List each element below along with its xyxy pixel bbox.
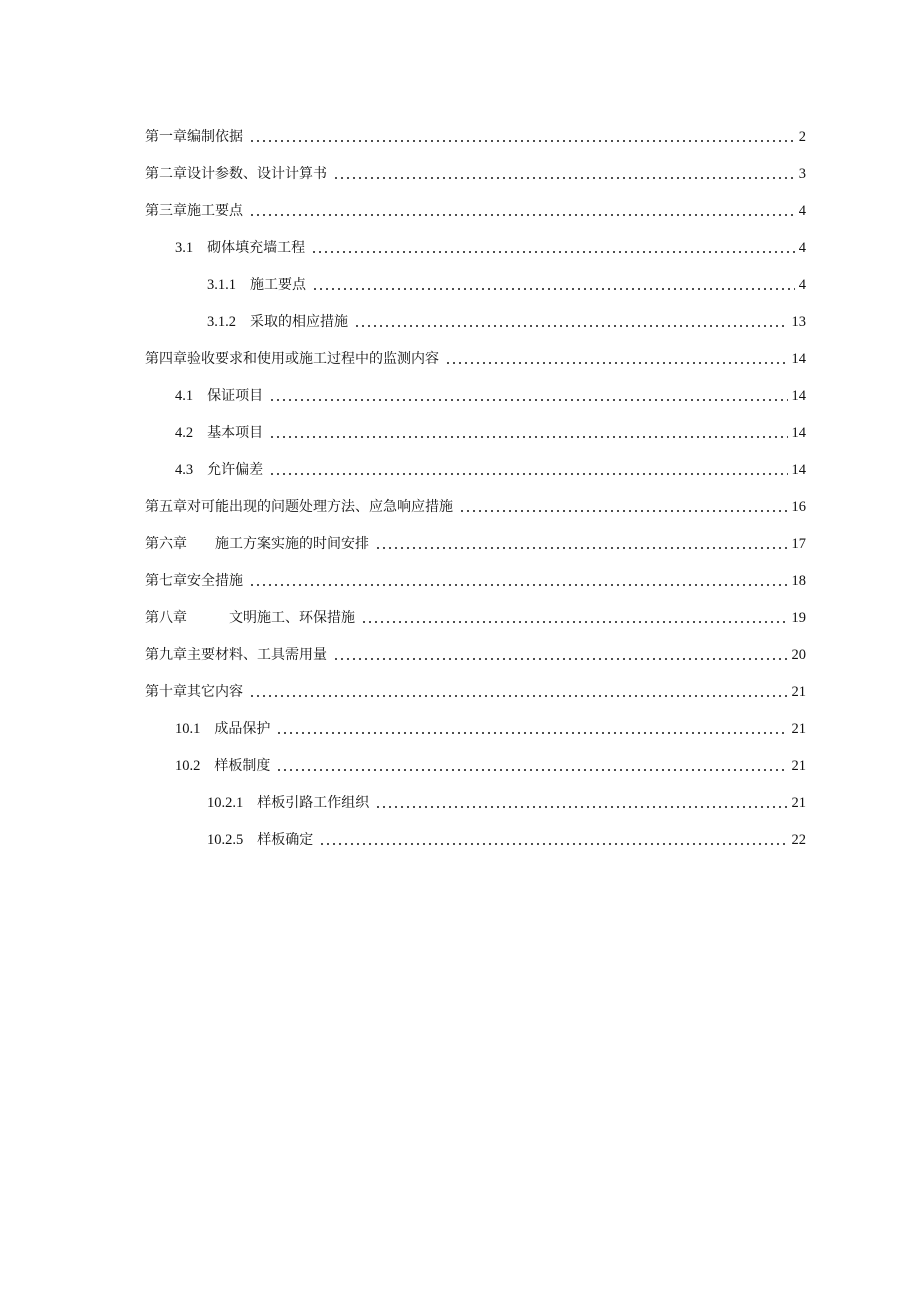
- toc-entry-page-number: 21: [791, 684, 806, 700]
- toc-entry[interactable]: [145, 124, 806, 146]
- toc-dot-leader: [269, 399, 787, 401]
- toc-entry-title: 第四章验收要求和使用或施工过程中的监测内容: [145, 351, 439, 367]
- toc-entry-page-number: 21: [791, 795, 806, 811]
- toc-entry-title: 允许偏差: [207, 462, 264, 478]
- toc-entry-page-number: 19: [791, 610, 806, 626]
- toc-entry-page-number: 2: [798, 129, 806, 145]
- toc-entry-page-number: 14: [791, 425, 806, 441]
- toc-dot-leader: [333, 658, 788, 660]
- toc-entry-page-number: 20: [791, 647, 806, 663]
- toc-entry[interactable]: [175, 457, 806, 479]
- toc-dot-leader: [249, 140, 795, 142]
- toc-dot-leader: [269, 473, 787, 475]
- toc-dot-leader: [269, 436, 787, 438]
- toc-entry-page-number: 4: [798, 277, 806, 293]
- toc-entry-number: 3.1.1: [207, 277, 236, 293]
- toc-dot-leader: [333, 177, 795, 179]
- toc-entry-page-number: 18: [791, 573, 806, 589]
- toc-entry-title: 成品保护: [214, 721, 271, 737]
- toc-entry-number: 10.2.1: [207, 795, 244, 811]
- toc-dot-leader: [319, 843, 787, 845]
- toc-entry-title: 第七章安全措施: [145, 573, 243, 589]
- toc-dot-leader: [375, 547, 788, 549]
- toc-entry[interactable]: [175, 753, 806, 775]
- toc-entry[interactable]: [175, 716, 806, 738]
- toc-entry-number: 4.3: [175, 462, 194, 478]
- toc-entry-title: 第十章其它内容: [145, 684, 243, 700]
- toc-entry-title: 施工要点: [250, 277, 306, 293]
- toc-entry-title: 采取的相应措施: [250, 314, 348, 330]
- toc-entry-page-number: 14: [791, 462, 806, 478]
- toc-entry-page-number: 14: [791, 388, 806, 404]
- toc-dot-leader: [459, 510, 788, 512]
- toc-entry-page-number: 21: [791, 721, 806, 737]
- toc-entry-page-number: 14: [791, 351, 806, 367]
- toc-dot-leader: [375, 806, 787, 808]
- toc-entry[interactable]: [207, 790, 806, 812]
- toc-entry-title: 基本项目: [207, 425, 264, 441]
- toc-entry[interactable]: [145, 568, 806, 590]
- toc-entry-title: 第二章设计参数、设计计算书: [145, 166, 327, 182]
- toc-entry-page-number: 21: [791, 758, 806, 774]
- toc-dot-leader: [311, 251, 795, 253]
- toc-entry-title: 样板制度: [214, 758, 271, 774]
- toc-entry-page-number: 3: [798, 166, 806, 182]
- toc-entry[interactable]: [207, 272, 806, 294]
- toc-entry-title: 第九章主要材料、工具需用量: [145, 647, 327, 663]
- toc-entry-title: 砌体填充墙工程: [207, 240, 306, 256]
- toc-entry[interactable]: [145, 642, 806, 664]
- toc-dot-leader: [276, 769, 787, 771]
- toc-entry-number: 10.1: [175, 721, 201, 737]
- toc-entry[interactable]: [145, 346, 806, 368]
- toc-dot-leader: [361, 621, 788, 623]
- toc-entry[interactable]: [145, 531, 806, 553]
- toc-entry[interactable]: [145, 605, 806, 627]
- toc-entry-number: 4.2: [175, 425, 194, 441]
- toc-entry[interactable]: [175, 420, 806, 442]
- toc-entry-title: 样板确定: [257, 832, 314, 848]
- toc-entry-page-number: 16: [791, 499, 806, 515]
- toc-entry-number: 4.1: [175, 388, 194, 404]
- toc-entry-title: 第八章 文明施工、环保措施: [145, 610, 355, 626]
- toc-entry-title: 第六章 施工方案实施的时间安排: [145, 536, 369, 552]
- toc-entry[interactable]: [207, 309, 806, 331]
- toc-dot-leader: [445, 362, 788, 364]
- toc-entry-page-number: 4: [798, 240, 806, 256]
- toc-entry-number: 10.2.5: [207, 832, 244, 848]
- toc-entry-number: 10.2: [175, 758, 201, 774]
- toc-entry-number: 3.1: [175, 240, 194, 256]
- toc-entry-page-number: 17: [791, 536, 806, 552]
- toc-entry[interactable]: [145, 198, 806, 220]
- toc-entry-page-number: 22: [791, 832, 806, 848]
- toc-dot-leader: [249, 584, 788, 586]
- toc-dot-leader: [249, 695, 788, 697]
- toc-dot-leader: [249, 214, 795, 216]
- toc-entry-title: 样板引路工作组织: [257, 795, 370, 811]
- toc-dot-leader: [276, 732, 787, 734]
- toc-entry-title: 保证项目: [207, 388, 264, 404]
- toc-entry[interactable]: [175, 383, 806, 405]
- toc-entry-title: 第三章施工要点: [145, 203, 243, 219]
- toc-entry-page-number: 13: [791, 314, 806, 330]
- toc-entry-page-number: 4: [798, 203, 806, 219]
- toc-entry[interactable]: [207, 827, 806, 849]
- toc-entry[interactable]: [175, 235, 806, 257]
- toc-entry[interactable]: [145, 161, 806, 183]
- toc-entry-title: 第五章对可能出现的问题处理方法、应急响应措施: [145, 499, 453, 515]
- toc-entry[interactable]: [145, 679, 806, 701]
- toc-entry-number: 3.1.2: [207, 314, 236, 330]
- toc-entry[interactable]: [145, 494, 806, 516]
- toc-dot-leader: [354, 325, 788, 327]
- toc-entry-title: 第一章编制依据: [145, 129, 243, 145]
- toc-dot-leader: [312, 288, 795, 290]
